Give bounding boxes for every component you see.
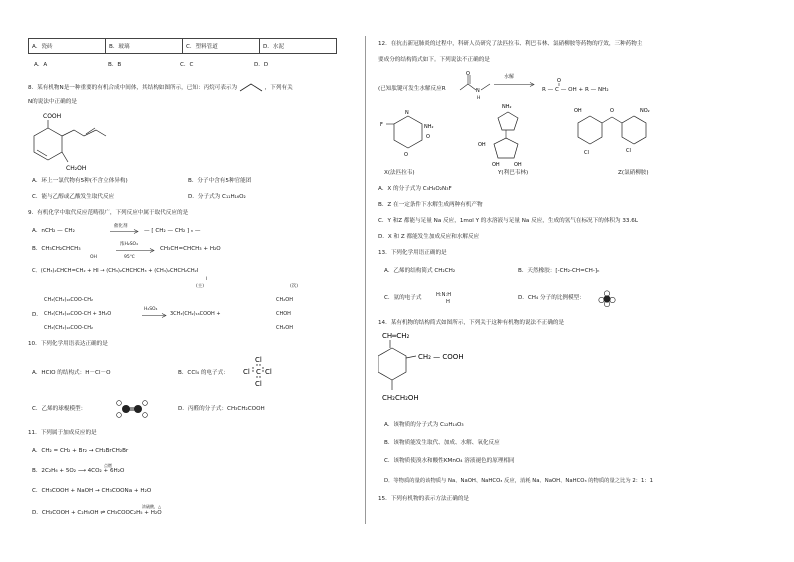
q7-answer-b: B．B <box>108 62 122 68</box>
amide-n-label: N <box>476 88 480 94</box>
q7-cell-a: A．瓷砖 <box>29 39 106 54</box>
z-cl2-label: Cl <box>626 148 631 154</box>
q14-option-d: D．等物质的量的该物质与 Na、NaOH、NaHCO₃ 反应，消耗 Na、NaOH、NaHCO₃ 的物质的量之比为 2：1：1 <box>384 478 654 484</box>
q10-option-b: B．CCl₄ 的电子式： <box>178 370 229 376</box>
q9-option-b-oh: OH <box>90 255 97 260</box>
q7-answer-d: D．D <box>254 62 269 68</box>
q9-option-a-product: — [ CH₂ — CH₂ ] ₙ — <box>144 228 201 234</box>
q12-drug-structures <box>378 102 658 170</box>
carbonyl-oxygen-mark <box>550 76 570 86</box>
q7-cell-d: D．水泥 <box>260 39 337 54</box>
q9-glycerol-row2: CHOH <box>276 311 291 317</box>
x-favipiravir-structure <box>380 110 434 158</box>
y-nh2-label: NH₂ <box>502 104 512 110</box>
q14-option-b: B．该物质能发生取代、加成、水解、氧化反应 <box>384 440 500 446</box>
q14-vinyl-label: CH═CH₂ <box>382 332 410 340</box>
q8-option-a: A．环上一氯代物有5种(不含立体异构) <box>32 178 128 184</box>
q9-option-d-row1: CH₃(CH₂)₁₆COO-CH₂ <box>44 297 93 303</box>
q11-option-d: D．CH₃COOH + C₂H₅OH ⇌ CH₃COOC₂H₅ + H₂O <box>32 510 162 516</box>
c-center-label: C <box>256 368 261 376</box>
q11-option-b-condition: 点燃 <box>104 463 112 468</box>
amide-o-label: O <box>466 71 470 77</box>
cl-top-label: Cl <box>255 356 262 364</box>
q9-option-d-row2: CH₃(CH₂)₁₆COO-CH + 3H₂O <box>44 311 112 317</box>
q12-z-name: Z(氯硝柳胺) <box>618 170 649 176</box>
q9-option-c-main: (主) <box>196 284 205 289</box>
q11-option-d-condition: 浓硫酸，△ <box>142 504 162 509</box>
q9-option-c-iodine: I <box>206 277 208 282</box>
cl-bottom-label: Cl <box>255 380 262 388</box>
x-nh2-label: NH₂ <box>424 124 434 130</box>
product-o-label: O <box>557 78 561 84</box>
q9-option-b-condition2: 95℃ <box>124 255 135 260</box>
q13-option-c-h: H <box>446 299 450 305</box>
q9-option-b-product: CH₃CH=CHCH₃ + H₂O <box>160 246 221 252</box>
amide-structure <box>458 70 494 100</box>
q14-side-chain-label: CH₂ — COOH <box>418 353 464 361</box>
column-divider <box>365 36 366 524</box>
q11-option-a: A．CH₂ = CH₂ + Br₂ → CH₂BrCH₂Br <box>32 448 129 454</box>
x-o-label: O <box>426 134 430 140</box>
q8-option-b: B．分子中含有5种官能团 <box>188 178 252 184</box>
amide-h-label: H <box>477 96 481 100</box>
q14-bottom-chain-label: CH₂CH₂OH <box>382 394 419 402</box>
z-no2-label: NO₂ <box>640 108 650 114</box>
left-column <box>28 0 358 562</box>
propane-skeletal-icon <box>239 83 263 92</box>
q7-cell-c: C．塑料管道 <box>183 39 260 54</box>
q12-y-name: Y(利巴韦林) <box>498 170 529 176</box>
q8-option-d: D．分子式为 C₁₁H₁₆O₂ <box>188 194 246 200</box>
reaction-arrow-icon <box>116 248 156 253</box>
q8-structure-diagram <box>28 108 138 174</box>
q8-ch2oh-label: CH₂OH <box>66 165 87 172</box>
q12-stem-line1: 12．在抗击新冠肺炎的过程中，科研人员研究了法匹拉韦、利巴韦林、氯硝柳胺等药物的疗效，三种药物主 <box>378 41 643 47</box>
q12-x-name: X(法匹拉韦) <box>384 170 415 176</box>
q10-option-a: A．HClO 的结构式：H－Cl－O <box>32 370 111 376</box>
q9-option-d-condition: H₂SO₄ <box>144 307 158 312</box>
y-oh1-label: OH <box>478 142 486 148</box>
q14-structure-diagram <box>378 328 508 412</box>
y-oh3-label: OH <box>514 162 522 168</box>
y-ribavirin-structure <box>478 104 522 168</box>
z-o-label: O <box>610 108 614 114</box>
reaction-arrow-icon <box>142 313 168 318</box>
q13-option-c-formula: H:N:H <box>436 292 452 298</box>
q11-option-b: B．2C₂H₆ + 5O₂ ⟶ 4CO₂ + 6H₂O <box>32 468 125 474</box>
q8-stem-line2: N的说法中正确的是 <box>28 99 77 105</box>
cl-right-label: Cl <box>265 368 272 376</box>
q12-hydrolysis-products: R — C — OH + R — NH₂ <box>542 87 609 93</box>
ethylene-ball-stick-model <box>114 400 150 418</box>
q13-option-d: D．CH₄ 分子的比例模型： <box>518 295 585 301</box>
x-o2-label: O <box>404 152 408 158</box>
q12-option-c: C．Y 和Z 都能与足量 Na 反应，1mol Y 的水溶液与足量 Na 反应，生成的氢气在标况下的体积为 33.6L <box>378 218 638 224</box>
q14-option-c: C．该物质使溴水和酸性KMnO₄ 溶液褪色的原理相同 <box>384 458 515 464</box>
q12-known-text: (已知肽键可发生水解反应R <box>378 86 446 92</box>
x-f-label: F <box>380 122 383 128</box>
q9-glycerol-row3: CH₂OH <box>276 325 293 331</box>
q7-answer-a: A．A <box>34 62 48 68</box>
ccl4-electron-structure <box>242 354 276 388</box>
q9-option-c: C．(CH₃)₂CHCH=CH₂ + HI → (CH₃)₂CHCHCH₃ + (CH₃)₂CHCH₂CH₂I <box>32 268 199 274</box>
q15-stem: 15．下列有机物的表示方法正确的是 <box>378 496 470 502</box>
q13-option-b: B．天然橡胶：[-CH₂-CH=CH-]ₙ <box>518 268 600 274</box>
q12-stem-line2: 要成分的结构简式如下。下列说法不正确的是 <box>378 57 490 63</box>
q7-material-table <box>28 38 337 54</box>
q12-option-a: A．X 的分子式为 C₅H₄O₂N₃F <box>378 186 452 192</box>
q9-option-d-row3: CH₃(CH₂)₁₆COO-CH₂ <box>44 325 93 331</box>
q10-stem: 10．下列化学用语表达正确的是 <box>28 341 108 347</box>
q14-option-a: A．该物质的分子式为 C₁₂H₁₄O₃ <box>384 422 464 428</box>
q13-option-a: A．乙烯的结构简式 CH₂CH₂ <box>384 268 456 274</box>
q9-option-c-minor: (次) <box>290 284 299 289</box>
q9-option-d-label: D． <box>32 312 42 318</box>
q14-stem: 14．某有机物的结构简式如图所示，下列关于这种有机物的说法不正确的是 <box>378 320 565 326</box>
q9-option-d-product: 3CH₃(CH₂)₁₆COOH + <box>170 311 221 317</box>
q10-option-d: D．丙醛的分子式：CH₃CH₂COOH <box>178 406 265 412</box>
q8-stem-tail: ，下列有关 <box>264 85 293 91</box>
z-niclosamide-structure <box>574 108 650 156</box>
q8-stem-line1 <box>28 83 293 92</box>
q12-option-d: D．X 和 Z 都能发生加成反应和水解反应 <box>378 234 480 240</box>
methane-space-filling-model <box>598 290 616 308</box>
q12-option-b: B．Z 在一定条件下水解生成两种有机产物 <box>378 202 483 208</box>
q12-hydrolysis-label: 水解 <box>504 74 515 80</box>
q9-option-b: B．CH₃CH₂CHCH₃ <box>32 246 81 252</box>
reaction-arrow-icon <box>110 229 140 234</box>
z-cl1-label: Cl <box>584 150 589 156</box>
q9-option-a: A．nCH₂ — CH₂ <box>32 228 75 234</box>
q7-cell-b: B．玻璃 <box>106 39 183 54</box>
q11-stem: 11．下列属于加成反应的是 <box>28 430 97 436</box>
q8-stem-text: 8．某有机物N是一种重要的有机合成中间体，其结构如图所示，已知：丙烷可表示为 <box>28 85 238 91</box>
q9-option-b-condition1: 浓H₂SO₄ <box>120 242 138 247</box>
cl-left-label: Cl <box>243 368 250 376</box>
q13-option-c: C．氨的电子式 <box>384 295 422 301</box>
q9-stem: 9．有机化学中取代反应范畴很广，下列反应中属于取代反应的是 <box>28 210 189 216</box>
y-oh2-label: OH <box>492 162 500 168</box>
q8-cooh-label: COOH <box>43 113 62 120</box>
q11-option-c: C．CH₃COOH + NaOH → CH₃COONa + H₂O <box>32 488 152 494</box>
reaction-arrow-icon <box>494 82 536 87</box>
q7-answer-c: C．C <box>180 62 194 68</box>
x-n-label: N <box>405 110 409 116</box>
q10-option-c: C．乙烯的球棍模型： <box>32 406 87 412</box>
q9-option-a-condition: 催化剂 <box>114 224 128 229</box>
q8-option-c: C．能与乙醇或乙酸发生取代反应 <box>32 194 115 200</box>
q13-stem: 13．下列化学用语正确的是 <box>378 250 447 256</box>
z-oh-label: OH <box>574 108 582 114</box>
q9-glycerol-row1: CH₂OH <box>276 297 293 303</box>
right-column <box>372 0 772 562</box>
